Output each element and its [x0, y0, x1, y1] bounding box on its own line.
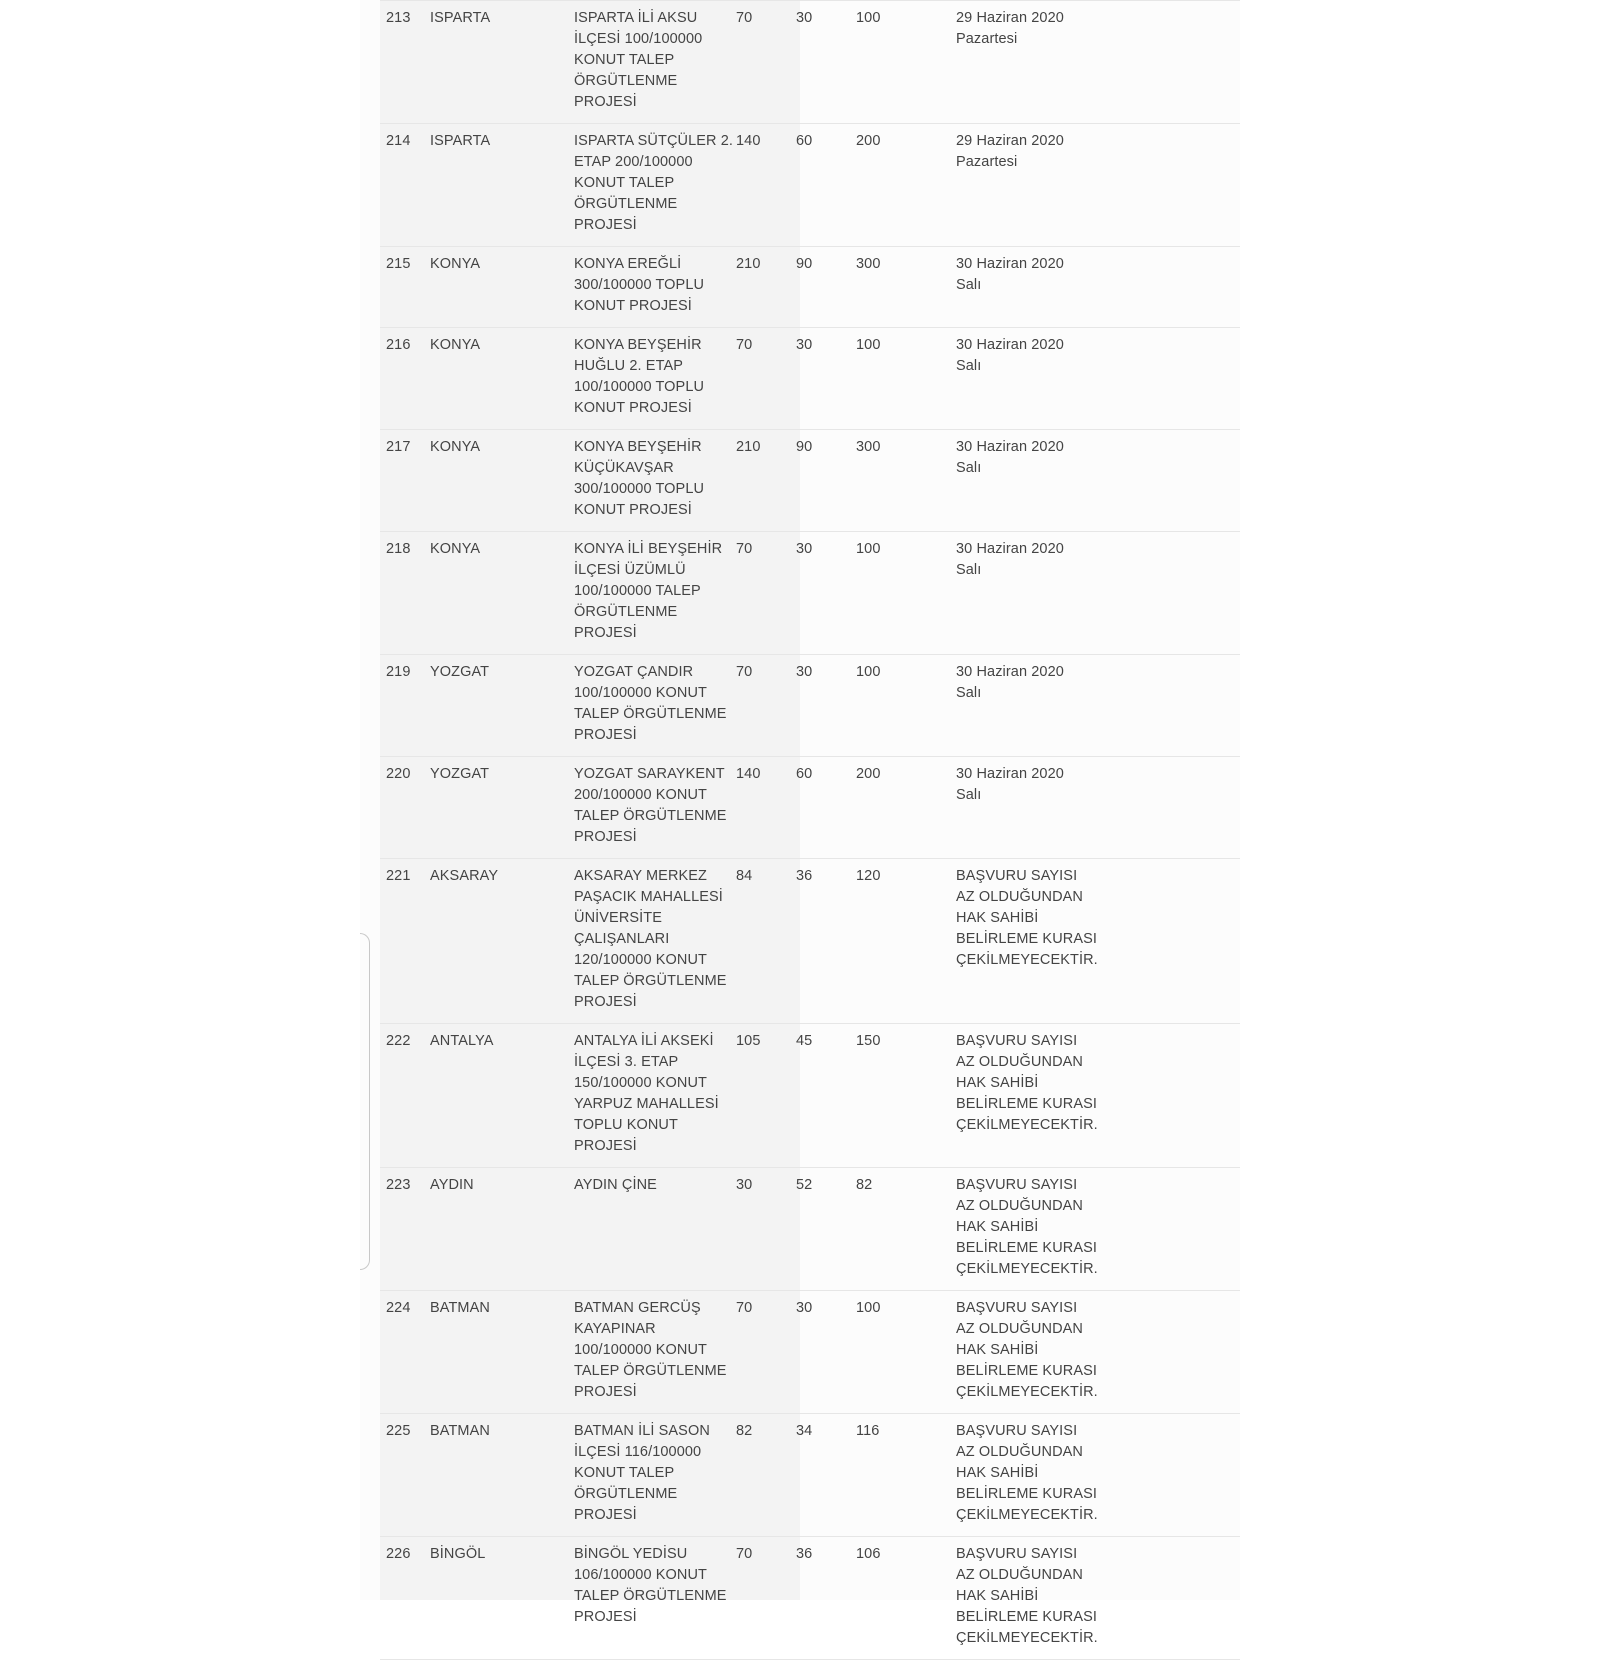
city-name: KONYA — [424, 532, 568, 655]
unit-total: 200 — [850, 124, 950, 247]
project-name-line: HUĞLU 2. ETAP — [574, 358, 684, 374]
row-number: 219 — [380, 655, 424, 757]
draw-date — [950, 532, 1132, 655]
draw-date-line: Salı — [956, 787, 982, 803]
row-number: 213 — [380, 1, 424, 124]
city-name: BATMAN — [424, 1291, 568, 1414]
table-row — [380, 1024, 1240, 1168]
city-name: ISPARTA — [424, 124, 568, 247]
unit-count-b: 52 — [790, 1168, 850, 1291]
row-spacer — [1132, 859, 1240, 1024]
scroll-handle[interactable] — [360, 933, 370, 1270]
unit-count-b: 30 — [790, 1291, 850, 1414]
project-name-line: TOPLU KONUT — [574, 1117, 678, 1133]
row-number: 222 — [380, 1024, 424, 1168]
unit-count-b: 36 — [790, 859, 850, 1024]
unit-count-a: 210 — [730, 247, 790, 328]
project-name-line: PROJESİ — [574, 829, 637, 845]
project-name-line: 300/100000 TOPLU — [574, 277, 705, 293]
unit-count-b: 30 — [790, 1, 850, 124]
table-row — [380, 1537, 1240, 1660]
project-name-line: İLÇESİ 116/100000 — [574, 1444, 702, 1460]
draw-date-line: AZ OLDUĞUNDAN — [956, 1054, 1083, 1070]
draw-date-line: AZ OLDUĞUNDAN — [956, 1567, 1083, 1583]
unit-count-a: 70 — [730, 655, 790, 757]
project-name — [568, 1, 730, 124]
project-name-line: ÖRGÜTLENME — [574, 604, 678, 620]
table-row — [380, 1414, 1240, 1537]
unit-count-a: 70 — [730, 328, 790, 430]
draw-date-line: AZ OLDUĞUNDAN — [956, 889, 1083, 905]
city-name: KONYA — [424, 247, 568, 328]
row-number: 226 — [380, 1537, 424, 1660]
draw-date-line: BAŞVURU SAYISI — [956, 1546, 1078, 1562]
row-spacer — [1132, 124, 1240, 247]
draw-date-line: HAK SAHİBİ — [956, 910, 1039, 926]
city-name: AKSARAY — [424, 859, 568, 1024]
city-name: KONYA — [424, 430, 568, 532]
draw-date — [950, 1168, 1132, 1291]
draw-date-line: AZ OLDUĞUNDAN — [956, 1321, 1083, 1337]
city-name: KONYA — [424, 328, 568, 430]
unit-count-a: 105 — [730, 1024, 790, 1168]
project-name — [568, 328, 730, 430]
project-name-line: ANTALYA İLİ AKSEKİ — [574, 1033, 714, 1049]
project-name — [568, 1024, 730, 1168]
row-spacer — [1132, 430, 1240, 532]
project-name-line: KONUT TALEP — [574, 175, 675, 191]
unit-count-b: 36 — [790, 1537, 850, 1660]
draw-date-line: HAK SAHİBİ — [956, 1219, 1039, 1235]
project-name-line: YOZGAT SARAYKENT — [574, 766, 725, 782]
draw-date-line: ÇEKİLMEYECEKTİR. — [956, 952, 1098, 968]
draw-date-line: 29 Haziran 2020 — [956, 133, 1064, 149]
project-name-line: 200/100000 KONUT — [574, 787, 707, 803]
project-name-line: İLÇESİ ÜZÜMLÜ — [574, 562, 686, 578]
project-name-line: KONYA İLİ BEYŞEHİR — [574, 541, 723, 557]
unit-count-b: 30 — [790, 655, 850, 757]
draw-date-line: ÇEKİLMEYECEKTİR. — [956, 1630, 1098, 1646]
unit-count-b: 30 — [790, 532, 850, 655]
project-name-line: YARPUZ MAHALLESİ — [574, 1096, 719, 1112]
draw-date-line: HAK SAHİBİ — [956, 1465, 1039, 1481]
table-row — [380, 328, 1240, 430]
unit-count-b: 45 — [790, 1024, 850, 1168]
project-name — [568, 1168, 730, 1291]
row-number: 214 — [380, 124, 424, 247]
table-row — [380, 247, 1240, 328]
unit-count-a: 70 — [730, 1291, 790, 1414]
draw-date — [950, 124, 1132, 247]
draw-date-line: Salı — [956, 358, 982, 374]
city-name: YOZGAT — [424, 655, 568, 757]
project-name-line: ÖRGÜTLENME — [574, 73, 678, 89]
project-name-line: PROJESİ — [574, 217, 637, 233]
draw-date-line: HAK SAHİBİ — [956, 1588, 1039, 1604]
project-name — [568, 124, 734, 247]
table-row — [380, 1291, 1240, 1414]
project-name-line: PROJESİ — [574, 1384, 637, 1400]
project-name-line: 120/100000 KONUT — [574, 952, 707, 968]
project-name-line: PROJESİ — [574, 1138, 637, 1154]
project-name-line: PROJESİ — [574, 1507, 637, 1523]
project-name-line: KONYA BEYŞEHİR — [574, 337, 702, 353]
unit-count-a: 140 — [730, 757, 790, 859]
draw-date-line: BELİRLEME KURASI — [956, 1096, 1098, 1112]
unit-total: 100 — [850, 532, 950, 655]
project-name-line: KONUT PROJESİ — [574, 502, 692, 518]
draw-date-line: 30 Haziran 2020 — [956, 256, 1064, 272]
draw-date — [950, 1537, 1132, 1660]
draw-date — [950, 655, 1132, 757]
project-name-line: TALEP ÖRGÜTLENME — [574, 973, 727, 989]
draw-date-line: ÇEKİLMEYECEKTİR. — [956, 1117, 1098, 1133]
project-name-line: KONYA BEYŞEHİR — [574, 439, 702, 455]
unit-total: 82 — [850, 1168, 950, 1291]
row-spacer — [1132, 757, 1240, 859]
unit-total: 200 — [850, 757, 950, 859]
unit-count-a: 210 — [730, 430, 790, 532]
unit-count-a: 84 — [730, 859, 790, 1024]
table-row — [380, 124, 1240, 247]
table-row — [380, 757, 1240, 859]
project-name-line: KONUT TALEP — [574, 52, 675, 68]
project-name-line: KAYAPINAR — [574, 1321, 656, 1337]
project-name-line: KÜÇÜKAVŞAR — [574, 460, 674, 476]
row-spacer — [1132, 1291, 1240, 1414]
project-name — [568, 532, 730, 655]
project-name — [568, 247, 730, 328]
draw-date-line: Pazartesi — [956, 31, 1018, 47]
unit-count-b: 60 — [790, 757, 850, 859]
draw-date — [950, 328, 1132, 430]
draw-date — [950, 1024, 1132, 1168]
row-number: 221 — [380, 859, 424, 1024]
unit-count-a: 82 — [730, 1414, 790, 1537]
project-name-line: PROJESİ — [574, 625, 637, 641]
unit-total: 100 — [850, 655, 950, 757]
unit-total: 100 — [850, 328, 950, 430]
project-name-line: PROJESİ — [574, 727, 637, 743]
project-name-line: 300/100000 TOPLU — [574, 481, 705, 497]
unit-total: 106 — [850, 1537, 950, 1660]
row-number: 223 — [380, 1168, 424, 1291]
unit-count-b: 34 — [790, 1414, 850, 1537]
draw-date-line: ÇEKİLMEYECEKTİR. — [956, 1384, 1098, 1400]
draw-date-line: BAŞVURU SAYISI — [956, 1423, 1078, 1439]
city-name: BATMAN — [424, 1414, 568, 1537]
unit-count-b: 90 — [790, 430, 850, 532]
project-name — [568, 1291, 730, 1414]
draw-date — [950, 757, 1132, 859]
draw-date-line: AZ OLDUĞUNDAN — [956, 1198, 1083, 1214]
project-name-line: TALEP ÖRGÜTLENME — [574, 808, 727, 824]
row-spacer — [1132, 655, 1240, 757]
project-name-line: KONUT PROJESİ — [574, 298, 692, 314]
row-number: 217 — [380, 430, 424, 532]
unit-count-a: 70 — [730, 532, 790, 655]
project-name-line: BATMAN GERCÜŞ — [574, 1300, 701, 1316]
project-name — [568, 1537, 730, 1660]
draw-date-line: 30 Haziran 2020 — [956, 337, 1064, 353]
project-name-line: AKSARAY MERKEZ — [574, 868, 708, 884]
draw-date-line: BAŞVURU SAYISI — [956, 1177, 1078, 1193]
project-name-line: 100/100000 KONUT — [574, 685, 707, 701]
table-row — [380, 859, 1240, 1024]
project-name-line: KONUT TALEP — [574, 1465, 675, 1481]
project-name-line: ETAP 200/100000 — [574, 154, 693, 170]
project-name-line: 106/100000 KONUT — [574, 1567, 707, 1583]
project-name-line: PROJESİ — [574, 94, 637, 110]
row-spacer — [1132, 247, 1240, 328]
draw-date-line: ÇEKİLMEYECEKTİR. — [956, 1261, 1098, 1277]
draw-date-line: BELİRLEME KURASI — [956, 1486, 1098, 1502]
draw-date-line: 29 Haziran 2020 — [956, 10, 1064, 26]
project-name-line: AYDIN ÇİNE — [574, 1177, 657, 1193]
row-number: 216 — [380, 328, 424, 430]
project-name-line: PROJESİ — [574, 1609, 637, 1625]
row-number: 220 — [380, 757, 424, 859]
project-name — [568, 430, 730, 532]
row-spacer — [1132, 328, 1240, 430]
city-name: BİNGÖL — [424, 1537, 568, 1660]
unit-count-a: 30 — [730, 1168, 790, 1291]
draw-date — [950, 1, 1132, 124]
row-number: 215 — [380, 247, 424, 328]
project-name-line: PROJESİ — [574, 994, 637, 1010]
unit-count-b: 90 — [790, 247, 850, 328]
draw-date-line: BAŞVURU SAYISI — [956, 1033, 1078, 1049]
city-name: ISPARTA — [424, 1, 568, 124]
table-row — [380, 430, 1240, 532]
unit-total: 100 — [850, 1, 950, 124]
draw-date-line: AZ OLDUĞUNDAN — [956, 1444, 1083, 1460]
housing-projects-table — [380, 0, 1240, 1660]
table-row — [380, 532, 1240, 655]
draw-date-line: 30 Haziran 2020 — [956, 439, 1064, 455]
draw-date-line: Salı — [956, 562, 982, 578]
city-name: AYDIN — [424, 1168, 568, 1291]
project-name-line: BATMAN İLİ SASON — [574, 1423, 710, 1439]
project-name-line: İLÇESİ 3. ETAP — [574, 1054, 679, 1070]
unit-count-b: 30 — [790, 328, 850, 430]
draw-date-line: 30 Haziran 2020 — [956, 541, 1064, 557]
project-name-line: 100/100000 TOPLU — [574, 379, 705, 395]
row-spacer — [1132, 532, 1240, 655]
unit-total: 116 — [850, 1414, 950, 1537]
row-number: 218 — [380, 532, 424, 655]
city-name: ANTALYA — [424, 1024, 568, 1168]
unit-total: 100 — [850, 1291, 950, 1414]
table-row — [380, 1, 1240, 124]
project-name-line: TALEP ÖRGÜTLENME — [574, 1588, 727, 1604]
draw-date-line: Salı — [956, 685, 982, 701]
project-name-line: KONYA EREĞLİ — [574, 256, 682, 272]
project-name-line: ISPARTA SÜTÇÜLER 2. — [574, 133, 734, 149]
unit-count-a: 70 — [730, 1, 790, 124]
unit-count-a: 70 — [730, 1537, 790, 1660]
project-name — [568, 1414, 730, 1537]
draw-date-line: BAŞVURU SAYISI — [956, 1300, 1078, 1316]
project-name — [568, 859, 730, 1024]
city-name: YOZGAT — [424, 757, 568, 859]
unit-total: 150 — [850, 1024, 950, 1168]
project-name-line: 100/100000 KONUT — [574, 1342, 707, 1358]
project-name — [568, 757, 730, 859]
unit-total: 120 — [850, 859, 950, 1024]
row-spacer — [1132, 1537, 1240, 1660]
project-name-line: BİNGÖL YEDİSU — [574, 1546, 688, 1562]
unit-count-b: 60 — [790, 124, 850, 247]
table-body — [380, 1, 1240, 1660]
draw-date-line: 30 Haziran 2020 — [956, 766, 1064, 782]
draw-date — [950, 1414, 1132, 1537]
draw-date-line: BELİRLEME KURASI — [956, 1363, 1098, 1379]
table-row — [380, 655, 1240, 757]
draw-date — [950, 1291, 1132, 1414]
project-name-line: ÜNİVERSİTE — [574, 910, 663, 926]
draw-date-line: Salı — [956, 277, 982, 293]
project-name-line: TALEP ÖRGÜTLENME — [574, 706, 727, 722]
project-name-line: YOZGAT ÇANDIR — [574, 664, 694, 680]
draw-date-line: BAŞVURU SAYISI — [956, 868, 1078, 884]
project-name-line: ÇALIŞANLARI — [574, 931, 670, 947]
draw-date-line: HAK SAHİBİ — [956, 1075, 1039, 1091]
draw-date-line: 30 Haziran 2020 — [956, 664, 1064, 680]
unit-total: 300 — [850, 247, 950, 328]
table-row — [380, 1168, 1240, 1291]
draw-date-line: HAK SAHİBİ — [956, 1342, 1039, 1358]
project-name-line: ÖRGÜTLENME — [574, 196, 678, 212]
row-spacer — [1132, 1, 1240, 124]
project-name-line: TALEP ÖRGÜTLENME — [574, 1363, 727, 1379]
draw-date-line: BELİRLEME KURASI — [956, 1609, 1098, 1625]
draw-date — [950, 430, 1132, 532]
project-name-line: KONUT PROJESİ — [574, 400, 692, 416]
project-name-line: PAŞACIK MAHALLESİ — [574, 889, 723, 905]
draw-date-line: BELİRLEME KURASI — [956, 1240, 1098, 1256]
draw-date — [950, 247, 1132, 328]
row-spacer — [1132, 1024, 1240, 1168]
unit-total: 300 — [850, 430, 950, 532]
row-number: 225 — [380, 1414, 424, 1537]
project-name — [568, 655, 730, 757]
project-name-line: 100/100000 TALEP — [574, 583, 701, 599]
draw-date-line: Pazartesi — [956, 154, 1018, 170]
draw-date-line: BELİRLEME KURASI — [956, 931, 1098, 947]
draw-date — [950, 859, 1132, 1024]
project-name-line: ISPARTA İLİ AKSU — [574, 10, 698, 26]
row-number: 224 — [380, 1291, 424, 1414]
draw-date-line: ÇEKİLMEYECEKTİR. — [956, 1507, 1098, 1523]
project-name-line: ÖRGÜTLENME — [574, 1486, 678, 1502]
draw-date-line: Salı — [956, 460, 982, 476]
project-name-line: İLÇESİ 100/100000 — [574, 31, 703, 47]
row-spacer — [1132, 1414, 1240, 1537]
row-spacer — [1132, 1168, 1240, 1291]
unit-count-a: 140 — [730, 124, 790, 247]
project-name-line: 150/100000 KONUT — [574, 1075, 707, 1091]
